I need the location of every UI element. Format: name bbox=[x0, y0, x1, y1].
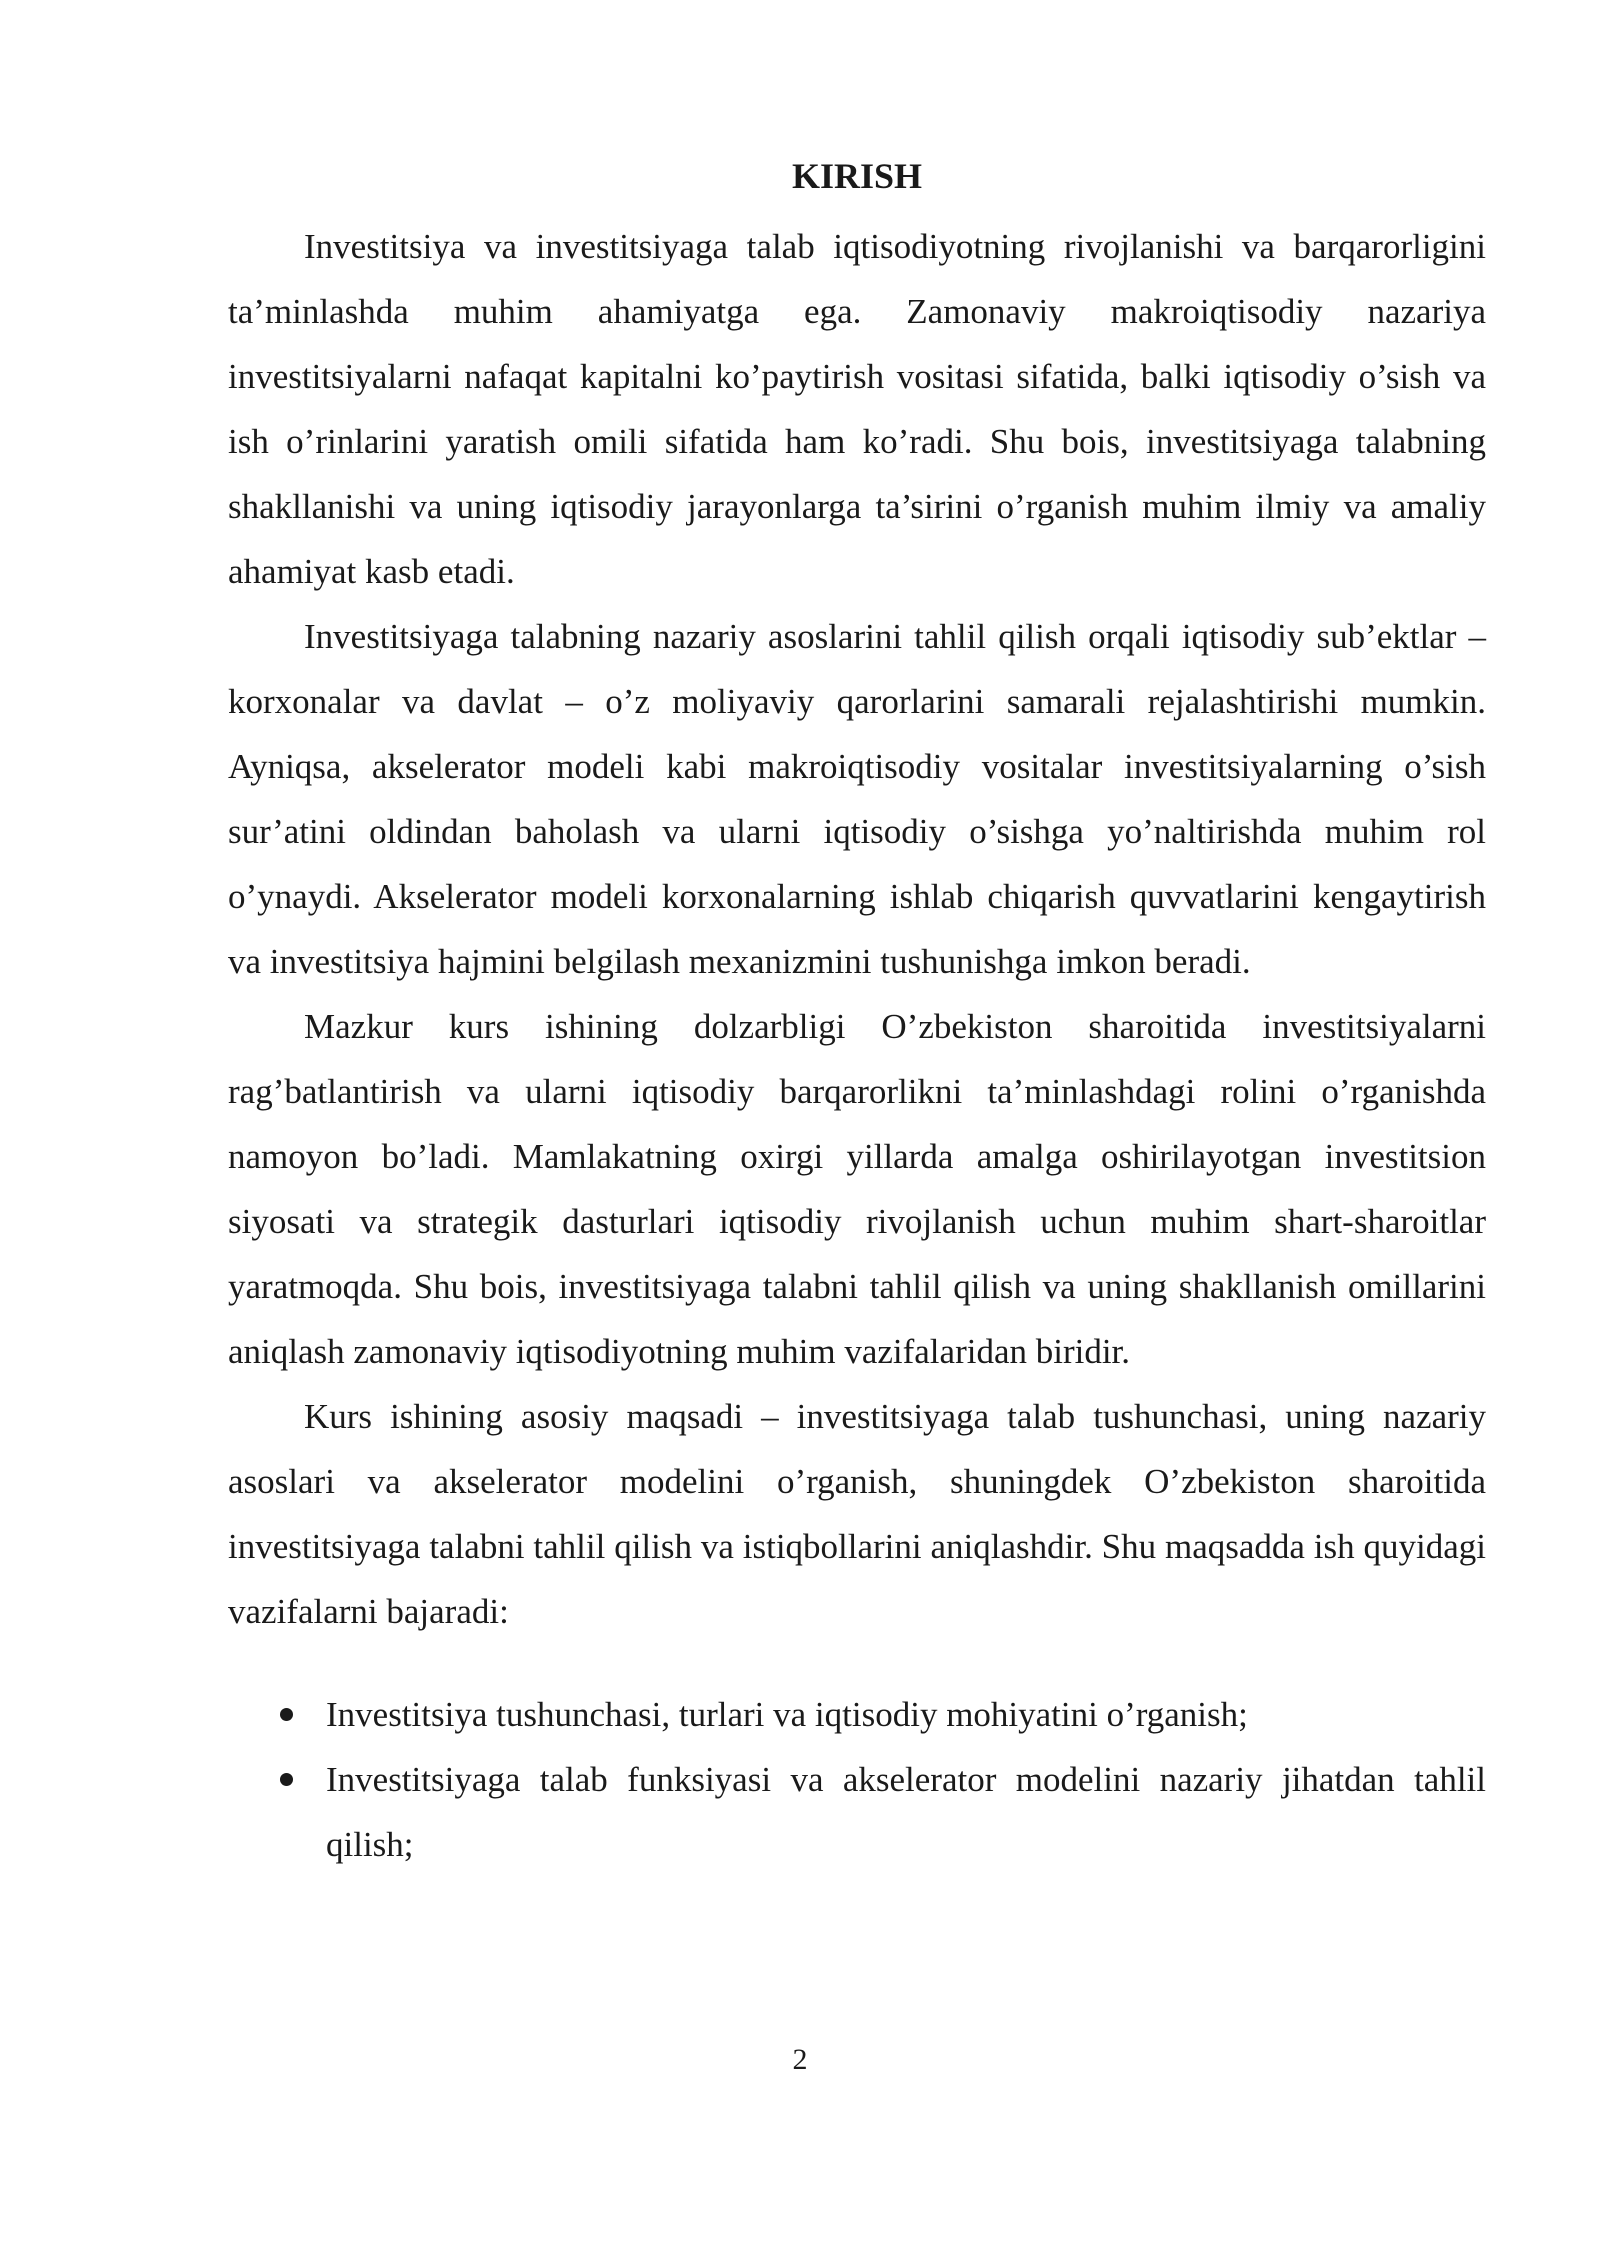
list-item bbox=[228, 1747, 1486, 1877]
paragraph-1: Investitsiya va investitsiyaga talab iqtisodiyotning rivojlanishi va barqarorligini ta’minlashda muhim ahamiyatga ega. Zamonaviy makroiqtisodiy nazariya investitsiyalarni nafaqat kapitalni ko’paytirish vositasi sifatida, balki iqtisodiy o’sish va ish o’rinlarini yaratish omili sifatida ham ko’radi. Shu bois, investitsiyaga talabning shakllanishi va uning iqtisodiy jarayonlarga ta’sirini o’rganish muhim ilmiy va amaliy ahamiyat kasb etadi. bbox=[228, 227, 1486, 591]
list-item bbox=[228, 1682, 1486, 1747]
paragraph-3: Mazkur kurs ishining dolzarbligi O’zbekiston sharoitida investitsiyalarni rag’batlantirish va ularni iqtisodiy barqarorlikni ta’minlashdagi rolini o’rganishda namoyon bo’ladi. Mamlakatning oxirgi yillarda amalga oshirilayotgan investitsion siyosati va strategik dasturlari iqtisodiy rivojlanish uchun muhim shart-sharoitlar yaratmoqda. Shu bois, investitsiyaga talabni tahlil qilish va uning shakllanish omillarini aniqlash zamonaviy iqtisodiyotning muhim vazifalaridan biridir. bbox=[228, 1007, 1486, 1371]
bullet-icon bbox=[280, 1773, 293, 1786]
list-item-text: Investitsiya tushunchasi, turlari va iqtisodiy mohiyatini o’rganish; bbox=[326, 1695, 1248, 1734]
paragraph-4: Kurs ishining asosiy maqsadi – investitsiyaga talab tushunchasi, uning nazariy asoslari va akselerator modelini o’rganish, shuningdek O’zbekiston sharoitida investitsiyaga talabni tahlil qilish va istiqbollarini aniqlashdir. Shu maqsadda ish quyidagi vazifalarni bajaradi: bbox=[228, 1397, 1486, 1631]
paragraph-2: Investitsiyaga talabning nazariy asoslarini tahlil qilish orqali iqtisodiy sub’ektlar – korxonalar va davlat – o’z moliyaviy qarorlarini samarali rejalashtirishi mumkin. Ayniqsa, akselerator modeli kabi makroiqtisodiy vositalar investitsiyalarning o’sish sur’atini oldindan baholash va ularni iqtisodiy o’sishga yo’naltirishda muhim rol o’ynaydi. Akselerator modeli korxonalarning ishlab chiqarish quvvatlarini kengaytirish va investitsiya hajmini belgilash mexanizmini tushunishga imkon beradi. bbox=[228, 617, 1486, 981]
page-number: 2 bbox=[792, 2043, 808, 2076]
bullet-icon bbox=[280, 1708, 293, 1721]
section-title: KIRISH bbox=[791, 156, 923, 196]
list-item-text: Investitsiyaga talab funksiyasi va akselerator modelini nazariy jihatdan tahlil qilish; bbox=[326, 1760, 1486, 1864]
document-page bbox=[228, 150, 1486, 1877]
task-list bbox=[228, 1682, 1486, 1877]
